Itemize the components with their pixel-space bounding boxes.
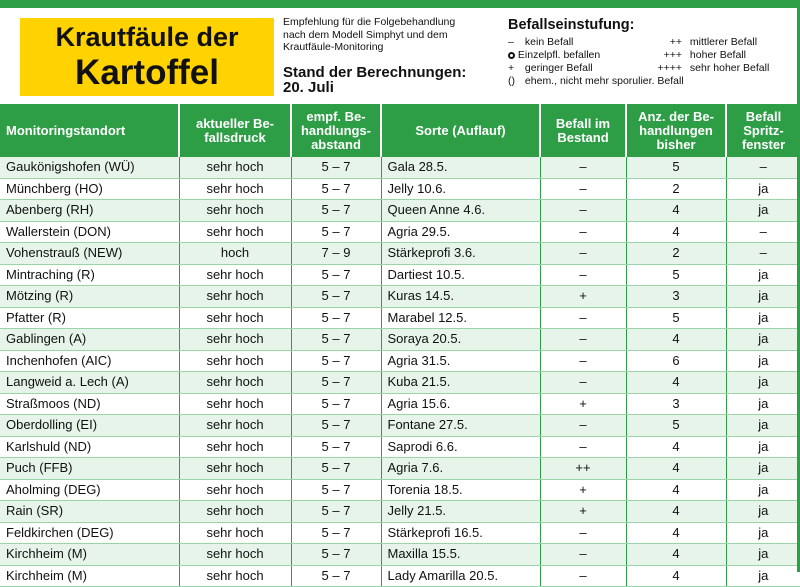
legend-symbol: – <box>508 36 514 48</box>
cell-fenster: ja <box>726 565 800 587</box>
cell-druck: sehr hoch <box>179 393 291 415</box>
legend-label: sehr hoher Befall <box>689 62 770 74</box>
table-row <box>0 243 800 265</box>
cell-druck: sehr hoch <box>179 458 291 480</box>
cell-fenster: ja <box>726 307 800 329</box>
cell-standort: Gaukönigshofen (WÜ) <box>0 157 179 178</box>
table-row <box>0 393 800 415</box>
cell-standort: Inchenhofen (AIC) <box>0 350 179 372</box>
cell-fenster: ja <box>726 501 800 523</box>
cell-sorte: Jelly 10.6. <box>381 178 540 200</box>
cell-bestand: – <box>540 200 626 222</box>
cell-fenster: ja <box>726 544 800 566</box>
legend-symbol: ++ <box>669 36 682 48</box>
title-box <box>20 18 274 96</box>
cell-druck: sehr hoch <box>179 522 291 544</box>
stand-date: 20. Juli <box>283 79 334 96</box>
cell-fenster: ja <box>726 415 800 437</box>
cell-anz: 2 <box>626 243 726 265</box>
legend-label: mittlerer Befall <box>689 36 758 48</box>
cell-sorte: Gala 28.5. <box>381 157 540 178</box>
cell-fenster: ja <box>726 372 800 394</box>
cell-anz: 4 <box>626 329 726 351</box>
cell-standort: Kirchheim (M) <box>0 544 179 566</box>
page-title-line2: Kartoffel <box>75 53 219 92</box>
cell-bestand: – <box>540 307 626 329</box>
info-text <box>283 16 483 54</box>
cell-druck: sehr hoch <box>179 329 291 351</box>
cell-standort: Langweid a. Lech (A) <box>0 372 179 394</box>
cell-sorte: Kuras 14.5. <box>381 286 540 308</box>
cell-abstand: 5 – 7 <box>291 157 381 178</box>
cell-abstand: 5 – 7 <box>291 372 381 394</box>
cell-anz: 4 <box>626 458 726 480</box>
monitoring-table <box>0 104 800 587</box>
page-title-line1: Krautfäule der <box>55 22 239 52</box>
table-row <box>0 458 800 480</box>
table-row <box>0 350 800 372</box>
stand-label: Stand der Berechnungen: <box>283 64 467 81</box>
cell-sorte: Stärkeprofi 16.5. <box>381 522 540 544</box>
cell-sorte: Stärkeprofi 3.6. <box>381 243 540 265</box>
table-row <box>0 329 800 351</box>
cell-standort: Rain (SR) <box>0 501 179 523</box>
legend-label: Einzelpfl. befallen <box>517 49 601 61</box>
table-row <box>0 221 800 243</box>
table-row <box>0 200 800 222</box>
cell-fenster: – <box>726 221 800 243</box>
cell-fenster: ja <box>726 264 800 286</box>
table-row <box>0 522 800 544</box>
cell-standort: Oberdolling (EI) <box>0 415 179 437</box>
cell-druck: sehr hoch <box>179 221 291 243</box>
cell-abstand: 5 – 7 <box>291 565 381 587</box>
table-row <box>0 436 800 458</box>
legend-item <box>648 62 769 75</box>
cell-standort: Karlshuld (ND) <box>0 436 179 458</box>
cell-fenster: ja <box>726 178 800 200</box>
cell-bestand: – <box>540 415 626 437</box>
cell-druck: sehr hoch <box>179 372 291 394</box>
cell-abstand: 5 – 7 <box>291 522 381 544</box>
table-row <box>0 307 800 329</box>
legend-symbol: () <box>508 75 515 87</box>
cell-fenster: ja <box>726 479 800 501</box>
legend-item <box>648 49 746 62</box>
cell-druck: sehr hoch <box>179 157 291 178</box>
cell-druck: sehr hoch <box>179 286 291 308</box>
legend-item <box>508 49 600 62</box>
cell-anz: 4 <box>626 565 726 587</box>
top-green-bar <box>0 0 800 8</box>
cell-abstand: 5 – 7 <box>291 178 381 200</box>
cell-bestand: – <box>540 221 626 243</box>
cell-sorte: Torenia 18.5. <box>381 479 540 501</box>
cell-anz: 5 <box>626 157 726 178</box>
cell-bestand: + <box>540 286 626 308</box>
cell-bestand: – <box>540 522 626 544</box>
table-row <box>0 501 800 523</box>
cell-bestand: – <box>540 157 626 178</box>
legend-item <box>648 36 757 49</box>
cell-standort: Abenberg (RH) <box>0 200 179 222</box>
cell-abstand: 5 – 7 <box>291 264 381 286</box>
table-row <box>0 565 800 587</box>
cell-standort: Münchberg (HO) <box>0 178 179 200</box>
cell-abstand: 5 – 7 <box>291 329 381 351</box>
cell-abstand: 5 – 7 <box>291 458 381 480</box>
cell-fenster: ja <box>726 200 800 222</box>
cell-druck: sehr hoch <box>179 544 291 566</box>
cell-druck: sehr hoch <box>179 415 291 437</box>
legend-item <box>508 62 593 75</box>
cell-standort: Kirchheim (M) <box>0 565 179 587</box>
cell-sorte: Dartiest 10.5. <box>381 264 540 286</box>
cell-anz: 6 <box>626 350 726 372</box>
cell-druck: sehr hoch <box>179 565 291 587</box>
cell-standort: Pfatter (R) <box>0 307 179 329</box>
cell-sorte: Lady Amarilla 20.5. <box>381 565 540 587</box>
legend <box>508 16 798 90</box>
cell-bestand: – <box>540 329 626 351</box>
legend-item <box>508 36 573 49</box>
cell-sorte: Kuba 21.5. <box>381 372 540 394</box>
header-anzahl: Anz. der Be- handlungen bisher <box>626 104 726 157</box>
cell-sorte: Maxilla 15.5. <box>381 544 540 566</box>
table-row <box>0 264 800 286</box>
cell-anz: 2 <box>626 178 726 200</box>
cell-abstand: 5 – 7 <box>291 479 381 501</box>
cell-abstand: 5 – 7 <box>291 350 381 372</box>
cell-standort: Wallerstein (DON) <box>0 221 179 243</box>
header-bestand: Befall im Bestand <box>540 104 626 157</box>
legend-symbol: ++++ <box>657 62 682 74</box>
cell-abstand: 5 – 7 <box>291 436 381 458</box>
table-body <box>0 157 800 587</box>
cell-fenster: ja <box>726 329 800 351</box>
circle-icon <box>508 52 515 59</box>
legend-label: geringer Befall <box>524 62 593 74</box>
cell-fenster: ja <box>726 436 800 458</box>
cell-sorte: Marabel 12.5. <box>381 307 540 329</box>
cell-druck: sehr hoch <box>179 178 291 200</box>
cell-sorte: Jelly 21.5. <box>381 501 540 523</box>
cell-sorte: Fontane 27.5. <box>381 415 540 437</box>
cell-bestand: – <box>540 565 626 587</box>
cell-abstand: 5 – 7 <box>291 200 381 222</box>
table-row <box>0 415 800 437</box>
cell-druck: sehr hoch <box>179 436 291 458</box>
cell-standort: Puch (FFB) <box>0 458 179 480</box>
cell-anz: 4 <box>626 522 726 544</box>
cell-druck: sehr hoch <box>179 264 291 286</box>
cell-druck: sehr hoch <box>179 479 291 501</box>
cell-anz: 5 <box>626 307 726 329</box>
cell-bestand: – <box>540 178 626 200</box>
cell-sorte: Agria 15.6. <box>381 393 540 415</box>
legend-label: hoher Befall <box>689 49 746 61</box>
cell-fenster: – <box>726 157 800 178</box>
cell-druck: sehr hoch <box>179 200 291 222</box>
legend-symbol: + <box>508 62 515 74</box>
cell-sorte: Agria 31.5. <box>381 350 540 372</box>
cell-bestand: – <box>540 372 626 394</box>
cell-abstand: 7 – 9 <box>291 243 381 265</box>
cell-anz: 4 <box>626 436 726 458</box>
cell-fenster: ja <box>726 458 800 480</box>
cell-bestand: ++ <box>540 458 626 480</box>
cell-abstand: 5 – 7 <box>291 286 381 308</box>
legend-title: Befallseinstufung: <box>508 17 635 33</box>
cell-sorte: Soraya 20.5. <box>381 329 540 351</box>
cell-standort: Feldkirchen (DEG) <box>0 522 179 544</box>
cell-druck: sehr hoch <box>179 307 291 329</box>
page-header <box>0 0 800 104</box>
cell-standort: Mintraching (R) <box>0 264 179 286</box>
cell-fenster: ja <box>726 522 800 544</box>
cell-abstand: 5 – 7 <box>291 307 381 329</box>
cell-druck: sehr hoch <box>179 501 291 523</box>
header-spritzfenster: Befall Spritz- fenster <box>726 104 800 157</box>
cell-bestand: – <box>540 243 626 265</box>
table-header-row <box>0 104 800 157</box>
cell-abstand: 5 – 7 <box>291 221 381 243</box>
cell-standort: Mötzing (R) <box>0 286 179 308</box>
cell-abstand: 5 – 7 <box>291 501 381 523</box>
table-row <box>0 372 800 394</box>
table-row <box>0 178 800 200</box>
cell-anz: 5 <box>626 264 726 286</box>
header-standort: Monitoringstandort <box>0 104 179 157</box>
cell-sorte: Agria 7.6. <box>381 458 540 480</box>
legend-symbol: +++ <box>663 49 682 61</box>
header-abstand: empf. Be- handlungs- abstand <box>291 104 381 157</box>
cell-anz: 4 <box>626 501 726 523</box>
cell-druck: hoch <box>179 243 291 265</box>
cell-bestand: + <box>540 501 626 523</box>
cell-abstand: 5 – 7 <box>291 393 381 415</box>
cell-fenster: ja <box>726 286 800 308</box>
cell-abstand: 5 – 7 <box>291 415 381 437</box>
cell-standort: Straßmoos (ND) <box>0 393 179 415</box>
cell-standort: Gablingen (A) <box>0 329 179 351</box>
cell-standort: Aholming (DEG) <box>0 479 179 501</box>
calculation-date <box>283 65 493 95</box>
cell-bestand: – <box>540 544 626 566</box>
cell-fenster: ja <box>726 393 800 415</box>
cell-sorte: Queen Anne 4.6. <box>381 200 540 222</box>
cell-fenster: – <box>726 243 800 265</box>
table-row <box>0 544 800 566</box>
cell-anz: 4 <box>626 200 726 222</box>
info-line: nach dem Modell Simphyt und dem <box>283 28 448 41</box>
cell-bestand: + <box>540 479 626 501</box>
cell-anz: 4 <box>626 372 726 394</box>
cell-sorte: Agria 29.5. <box>381 221 540 243</box>
cell-anz: 3 <box>626 393 726 415</box>
info-line: Krautfäule-Monitoring <box>283 41 384 53</box>
cell-anz: 3 <box>626 286 726 308</box>
cell-bestand: + <box>540 393 626 415</box>
legend-item <box>508 75 684 88</box>
cell-anz: 4 <box>626 221 726 243</box>
legend-items <box>508 34 798 90</box>
cell-bestand: – <box>540 436 626 458</box>
header-befallsdruck: aktueller Be- fallsdruck <box>179 104 291 157</box>
table-row <box>0 157 800 178</box>
table-row <box>0 479 800 501</box>
cell-abstand: 5 – 7 <box>291 544 381 566</box>
cell-anz: 4 <box>626 544 726 566</box>
cell-anz: 5 <box>626 415 726 437</box>
legend-label: ehem., nicht mehr sporulier. Befall <box>524 75 684 87</box>
cell-sorte: Saprodi 6.6. <box>381 436 540 458</box>
legend-label: kein Befall <box>524 36 574 48</box>
cell-anz: 4 <box>626 479 726 501</box>
info-line: Empfehlung für die Folgebehandlung <box>283 16 456 28</box>
cell-bestand: – <box>540 264 626 286</box>
header-sorte: Sorte (Auflauf) <box>381 104 540 157</box>
cell-standort: Vohenstrauß (NEW) <box>0 243 179 265</box>
table-row <box>0 286 800 308</box>
cell-bestand: – <box>540 350 626 372</box>
cell-druck: sehr hoch <box>179 350 291 372</box>
cell-fenster: ja <box>726 350 800 372</box>
